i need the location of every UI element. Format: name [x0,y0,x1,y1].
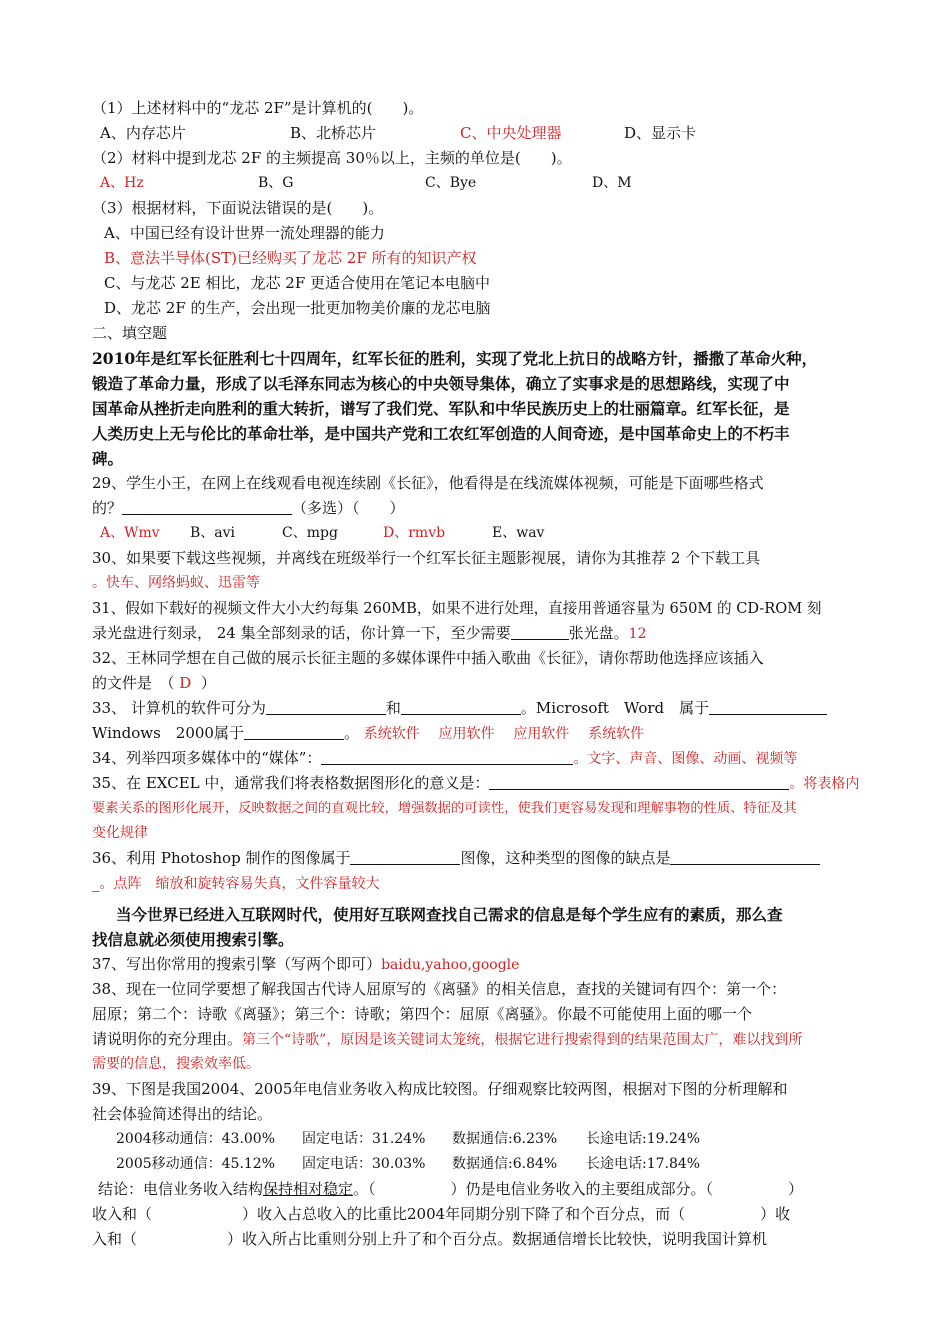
intro-line: 碑。 [92,449,124,468]
data-row-2005 [92,1152,862,1177]
answer-blank[interactable] [321,747,573,765]
question-31-answer: 12 [628,626,647,642]
question-29-line: 29、学生小王，在网上在线观看电视连续剧《长征》，他看得是在线流媒体视频，可能是下面哪些格式 [92,474,764,492]
question-29-line: 的？ （多选）（ ） [92,499,405,517]
intro-line: 锻造了革命力量，形成了以毛泽东同志为核心的中央领导集体，确立了实事求是的思想路线，实现了中 [92,374,790,393]
data-2005-long: 长途电话:17.84% [586,1156,701,1172]
question-31-line: 31、假如下载好的视频文件大小大约每集 260MB，如果不进行处理，直接用普通容量为 650M 的 CD-ROM 刻 [92,600,822,617]
answer-blank[interactable] [266,697,386,715]
question-36-line: 36、利用 Photoshop 制作的图像属于 图像，这种类型的图像的缺点是 [92,846,862,871]
q1-option-a: A、内存芯片 [100,124,186,142]
intro-line: 国革命从挫折走向胜利的重大转折，谱写了我们党、军队和中华民族历史上的壮丽篇章。红军长征，是 [92,399,790,418]
question-35-answer: 变化规律 [92,825,148,841]
question-38-line: 38、现在一位同学要想了解我国古代诗人屈原写的《离骚》的相关信息，查找的关键词有四个：第一个： [92,980,787,998]
q2-option-b: B、G [258,175,294,191]
question-36-answer: 。点阵 缩放和旋转容易失真，文件容量较大 [99,876,380,892]
question-1-stem: （1）上述材料中的“龙芯 2F”是计算机的( )。 [92,99,424,117]
data-2005-fixed: 固定电话：30.03% [302,1156,426,1172]
q1-option-c-answer: C、中央处理器 [460,124,562,142]
question-38-line: 请说明你的充分理由。第三个“诗歌”，原因是该关键词太笼统，根据它进行搜索得到的结果范围太广，难以找到所 [92,1030,803,1048]
q33-answer-1: 系统软件 [363,726,420,742]
data-row-2004 [92,1127,862,1152]
question-3-stem: （3）根据材料，下面说法错误的是( )。 [92,199,384,217]
question-31-line: 录光盘进行刻录， 24 集全部刻录的话，你计算一下，至少需要 张光盘。12 [92,624,647,642]
question-35-answer: 。将表格内 [789,776,860,792]
answer-blank[interactable] [489,772,789,790]
data-2005-data: 数据通信:6.84% [452,1156,558,1172]
q1-option-b: B、北桥芯片 [290,124,377,142]
answer-blank[interactable] [350,847,460,865]
intro2-line: 当今世界已经进入互联网时代，使用好互联网查找自己需求的信息是每个学生应有的素质，那么查 [116,905,783,924]
q33-answer-2: 应用软件 [438,726,495,742]
question-30-line: 30、如果要下载这些视频，并离线在班级举行一个红军长征主题影视展，请你为其推荐 2 个下载工具 [92,549,761,567]
question-38-line: 屈原；第二个：诗歌《离骚》；第三个：诗歌；第四个：屈原《离骚》。你最不可能使用上面的哪一个 [92,1005,753,1023]
question-35-line: 35、在 EXCEL 中，通常我们将表格数据图形化的意义是： 。将表格内 [92,774,860,792]
answer-blank[interactable] [122,497,292,515]
answer-blank[interactable] [244,722,344,740]
q2-option-c: C、Bye [425,175,477,191]
conclusion-line: 结论：电信业务收入结构保持相对稳定。（ ）仍是电信业务收入的主要组成部分。（ ） [98,1180,804,1198]
intro-line: 2010年是红军长征胜利七十四周年，红军长征的胜利，实现了党北上抗日的战略方针，播撒了革命火种， [92,349,818,368]
q3-option-c: C、与龙芯 2E 相比，龙芯 2F 更适合使用在笔记本电脑中 [104,274,490,292]
question-32-line: 的文件是 （ D ） [92,674,216,692]
q29-option-c: C、mpg [282,525,338,541]
question-29-options [92,521,862,546]
document-page [92,96,862,1252]
question-33-line: Windows 2000属于 。 系统软件 应用软件 应用软件 系统软件 [92,724,645,742]
question-34-line: 34、列举四项多媒体中的“媒体”： 。文字、声音、图像、动画、视频等 [92,749,798,767]
question-33-line: 33、 计算机的软件可分为 和 。Microsoft Word 属于 [92,696,862,721]
q33-answer-3: 应用软件 [513,726,570,742]
answer-blank[interactable] [511,622,569,640]
question-37-answer: baidu,yahoo,google [381,957,520,973]
section-title-fill-blank: 二、填空题 [92,324,168,342]
q2-option-d: D、M [592,175,632,191]
answer-blank[interactable] [401,697,521,715]
data-2004-long: 长途电话:19.24% [586,1131,701,1147]
question-2-stem: （2）材料中提到龙芯 2F 的主频提高 30％以上，主频的单位是( )。 [92,149,572,167]
q29-option-d-answer: D、rmvb [383,525,446,541]
intro2-line: 找信息就必须使用搜索引擎。 [92,930,294,949]
q29-option-a-answer: A、Wmv [100,525,160,541]
question-38-answer: 第三个“诗歌”，原因是该关键词太笼统，根据它进行搜索得到的结果范围太广，难以找到所 [242,1032,803,1048]
question-34-answer: 。文字、声音、图像、动画、视频等 [573,751,798,767]
q2-option-a-answer: A、Hz [100,175,144,191]
question-32-line: 32、王林同学想在自己做的展示长征主题的多媒体课件中插入歌曲《长征》，请你帮助他选择应该插入 [92,649,764,667]
q3-option-d: D、龙芯 2F 的生产，会出现一批更加物美价廉的龙芯电脑 [104,299,491,317]
question-39-line: 39、下图是我国2004、2005年电信业务收入构成比较图。仔细观察比较两图，根据对下图的分析理解和 [92,1080,788,1098]
q29-option-e: E、wav [492,525,545,541]
question-37-line: 37、写出你常用的搜索引擎（写两个即可）baidu,yahoo,google [92,955,520,973]
question-32-answer: D [179,674,192,692]
question-30-answer: 。快车、网络蚂蚁、迅雷等 [92,575,260,591]
q1-option-d: D、显示卡 [624,124,697,142]
q3-option-a: A、中国已经有设计世界一流处理器的能力 [104,224,385,242]
question-35-answer: 要素关系的图形化展开，反映数据之间的直观比较，增强数据的可读性，使我们更容易发现和理解事物的性质、特征及其 [92,801,797,816]
question-39-line: 社会体验简述得出的结论。 [92,1105,273,1123]
question-36-line: _。点阵 缩放和旋转容易失真，文件容量较大 [92,874,380,892]
conclusion-line: 入和（ ）收入所占比重则分别上升了和个百分点。数据通信增长比较快，说明我国计算机 [92,1230,768,1248]
q33-answer-4: 系统软件 [588,726,645,742]
q3-option-b-answer: B、意法半导体(ST)已经购买了龙芯 2F 所有的知识产权 [104,249,477,267]
conclusion-line: 收入和（ ）收入占总收入的比重比2004年同期分别下降了和个百分点，而（ ）收 [92,1205,791,1223]
answer-blank[interactable] [709,697,827,715]
question-38-answer: 需要的信息，搜索效率低。 [92,1056,260,1072]
question-1-options [92,121,862,146]
q29-option-b: B、avi [190,525,236,541]
question-2-options [92,171,862,196]
data-2005-mobile: 2005移动通信：45.12% [116,1156,276,1172]
data-2004-mobile: 2004移动通信：43.00% [116,1131,276,1147]
data-2004-data: 数据通信:6.23% [452,1131,558,1147]
intro-line: 人类历史上无与伦比的革命壮举，是中国共产党和工农红军创造的人间奇迹，是中国革命史上的不朽丰 [92,424,790,443]
data-2004-fixed: 固定电话：31.24% [302,1131,426,1147]
answer-blank[interactable] [670,847,820,865]
